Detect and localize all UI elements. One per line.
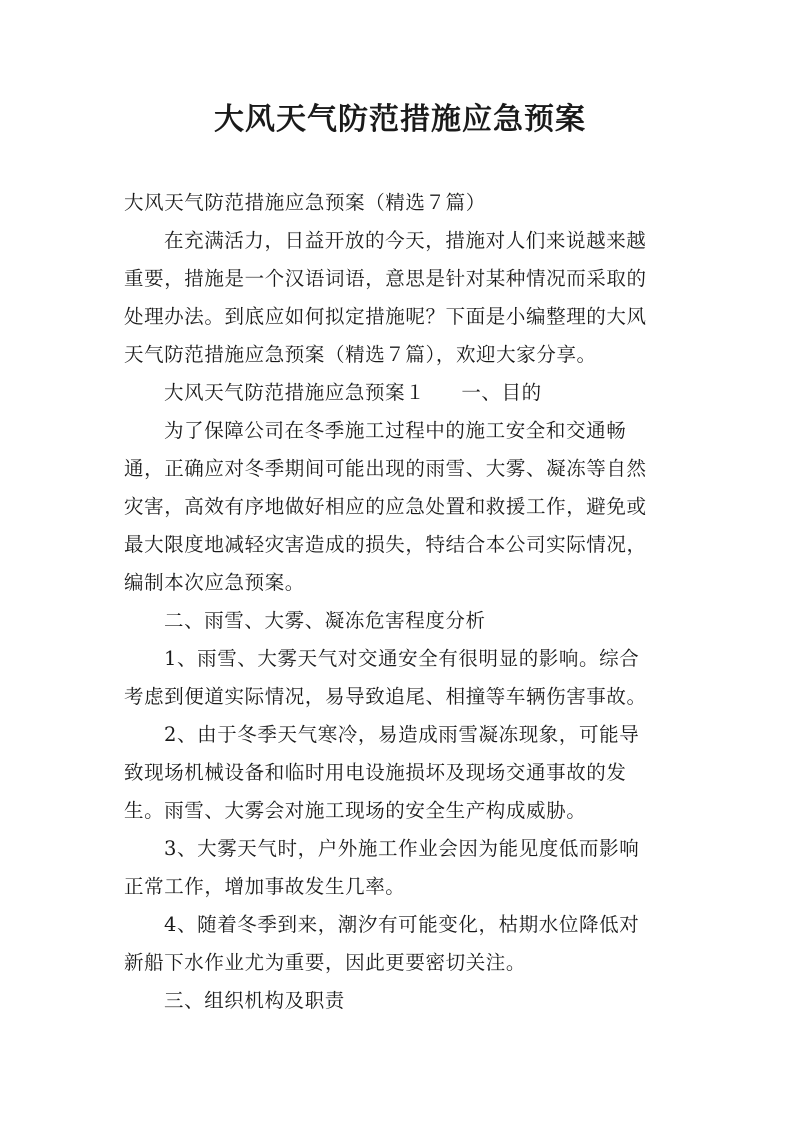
plan-heading: 大风天气防范措施应急预案１ xyxy=(164,381,426,404)
document-title: 大风天气防范措施应急预案 xyxy=(214,102,586,137)
paragraph-line: 为了保障公司在冬季施工过程中的施工安全和交通畅 xyxy=(164,419,627,442)
section-heading-purpose: 一、目的 xyxy=(461,381,542,404)
section-heading: 二、雨雪、大雾、凝冻危害程度分析 xyxy=(164,609,486,632)
intro-paragraph-line: 天气防范措施应急预案（精选７篇），欢迎大家分享。 xyxy=(124,343,597,366)
section-heading-line xyxy=(124,374,684,412)
subtitle-line: 大风天气防范措施应急预案（精选７篇） xyxy=(124,191,486,214)
list-item-line: 致现场机械设备和临时用电设施损坏及现场交通事故的发 xyxy=(124,761,627,784)
paragraph-line: 最大限度地减轻灾害造成的损失，特结合本公司实际情况， xyxy=(124,533,647,556)
intro-paragraph-line: 在充满活力，日益开放的今天，措施对人们来说越来越 xyxy=(164,229,647,252)
paragraph-line: 通，正确应对冬季期间可能出现的雨雪、大雾、凝冻等自然 xyxy=(124,457,647,480)
intro-paragraph-line: 处理办法。到底应如何拟定措施呢？下面是小编整理的大风 xyxy=(124,305,647,328)
list-item-line: 考虑到便道实际情况，易导致追尾、相撞等车辆伤害事故。 xyxy=(124,685,647,708)
list-item-line: 生。雨雪、大雾会对施工现场的安全生产构成威胁。 xyxy=(124,799,587,822)
list-item-line: 2、由于冬季天气寒冷，易造成雨雪凝冻现象，可能导 xyxy=(164,723,640,746)
list-item-line: 正常工作，增加事故发生几率。 xyxy=(124,875,406,898)
list-item-line: 新船下水作业尤为重要，因此更要密切关注。 xyxy=(124,951,527,974)
list-item-line: 3、大雾天气时，户外施工作业会因为能见度低而影响 xyxy=(164,837,640,860)
intro-paragraph-line: 重要，措施是一个汉语词语，意思是针对某种情况而采取的 xyxy=(124,267,647,290)
list-item-line: 4、随着冬季到来，潮汐有可能变化，枯期水位降低对 xyxy=(164,913,640,936)
paragraph-line: 灾害，高效有序地做好相应的应急处置和救援工作，避免或 xyxy=(124,495,647,518)
paragraph-line: 编制本次应急预案。 xyxy=(124,571,305,594)
document-body xyxy=(124,184,684,1020)
list-item-line: 1、雨雪、大雾天气对交通安全有很明显的影响。综合 xyxy=(164,647,640,670)
section-heading: 三、组织机构及职责 xyxy=(164,989,345,1012)
